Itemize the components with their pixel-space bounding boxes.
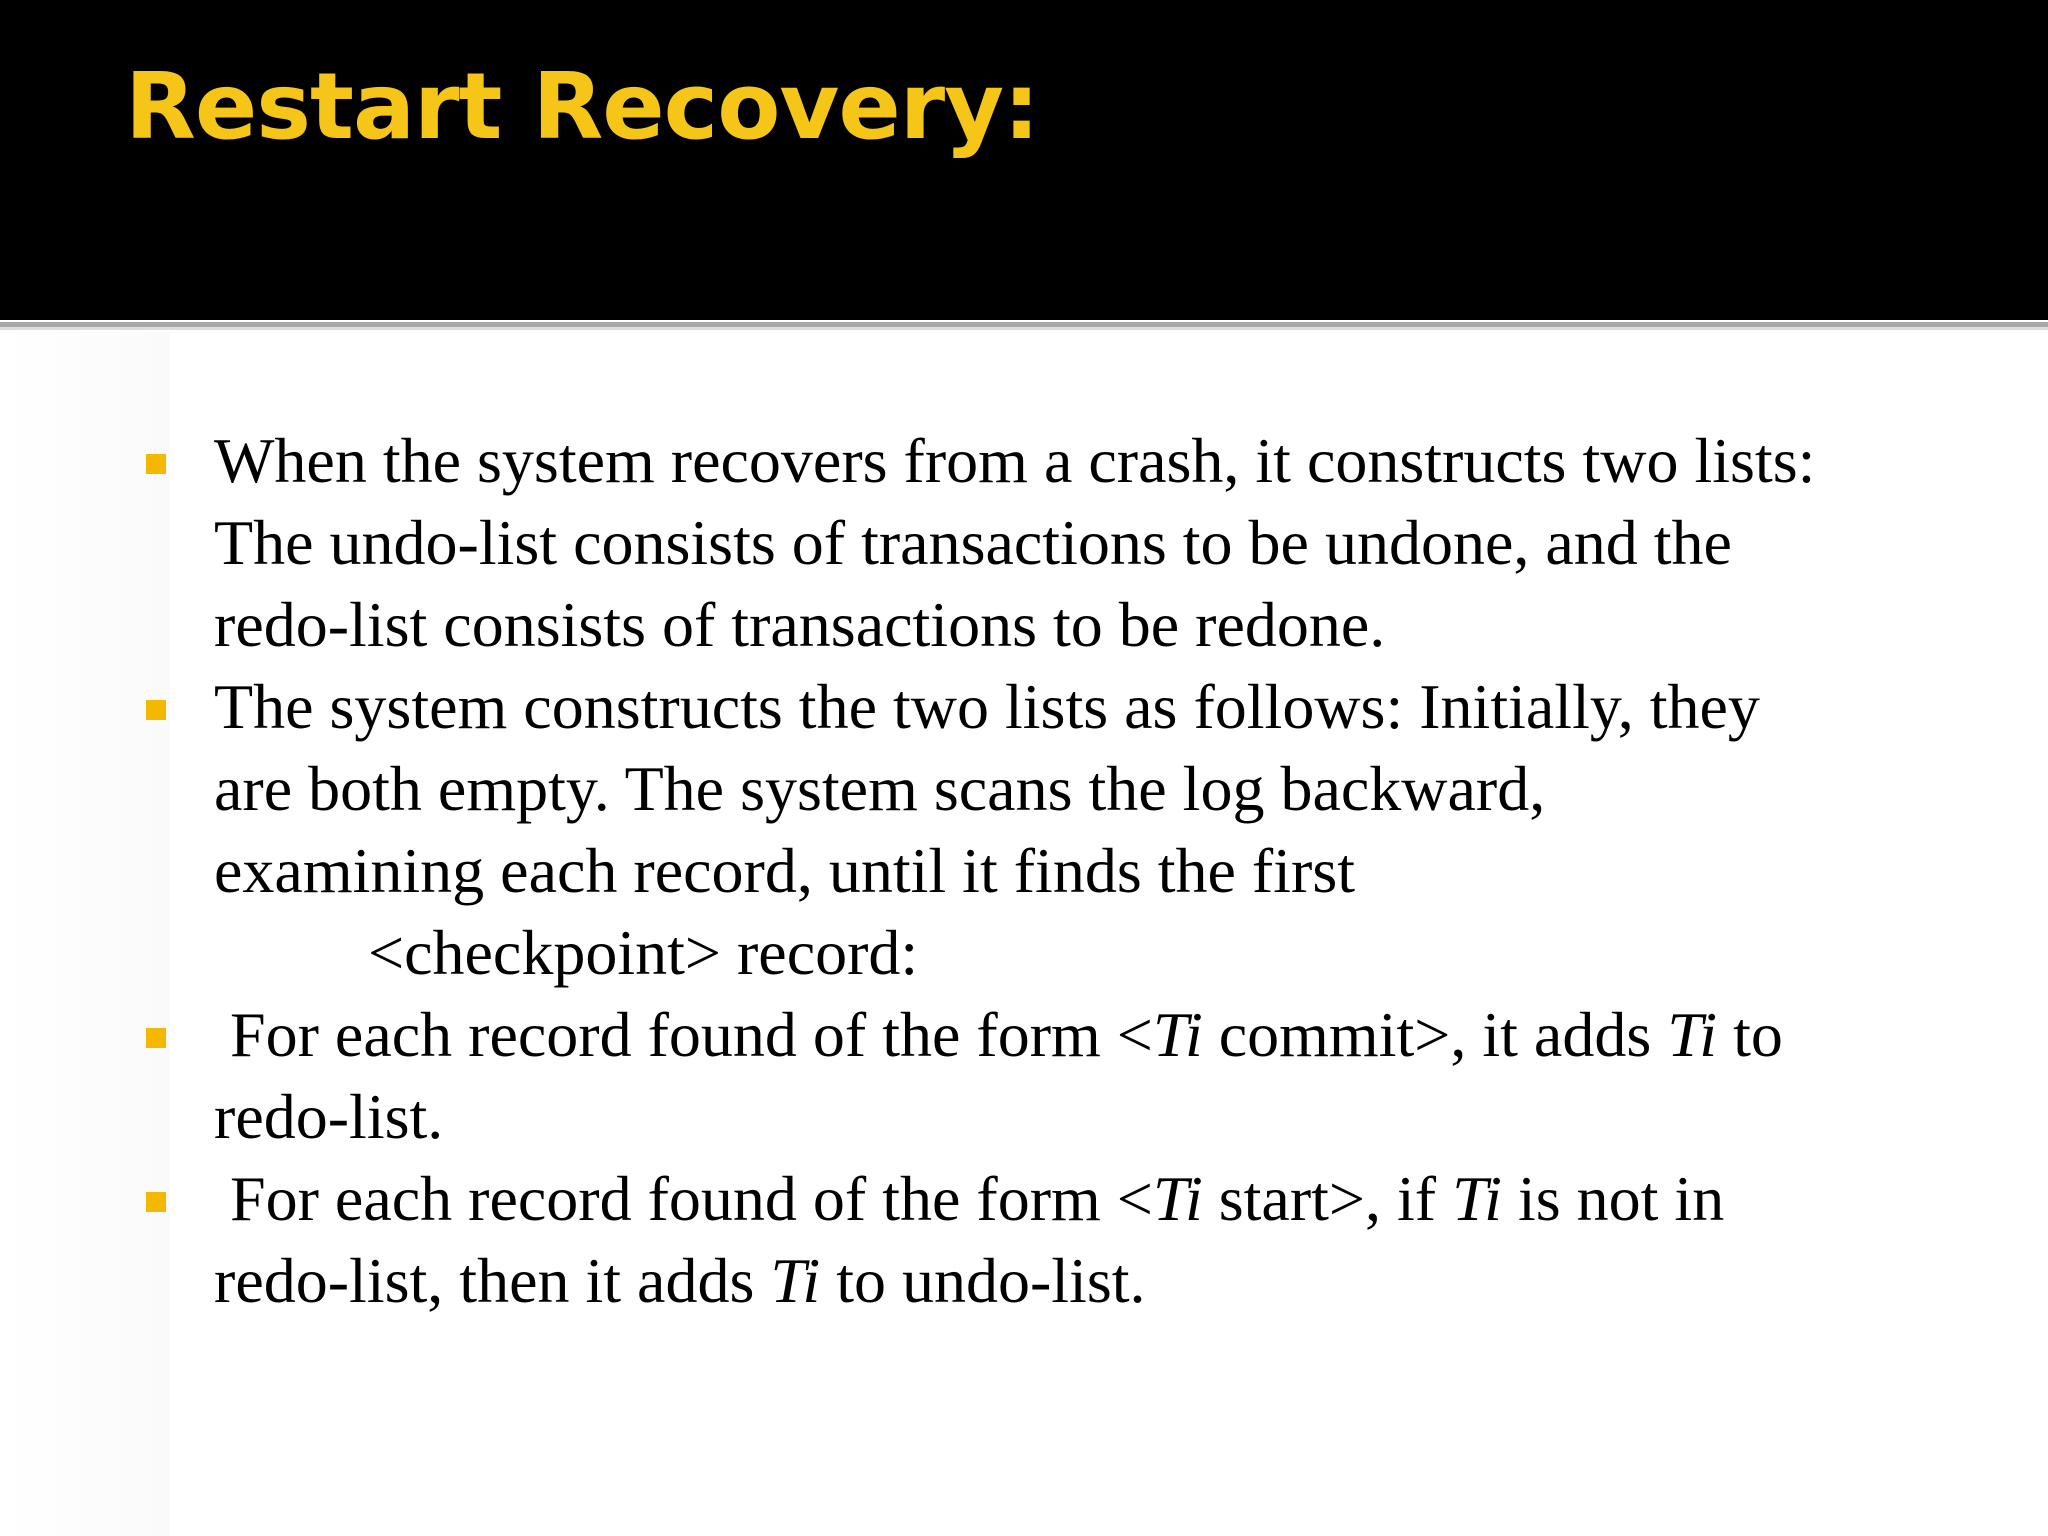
italic-variable: Ti — [1667, 999, 1718, 1070]
square-bullet-icon — [146, 1192, 166, 1212]
italic-variable: Ti — [770, 1245, 821, 1316]
square-bullet-icon — [146, 454, 166, 474]
bullet-text-indented-line: <checkpoint> record: — [368, 917, 919, 988]
text-run: to — [1717, 999, 1783, 1070]
bullet-item — [140, 666, 1970, 994]
text-run: start>, if — [1202, 1163, 1453, 1234]
slide-title: Restart Recovery: — [125, 53, 1039, 160]
text-run: For each record found of the form < — [230, 1163, 1153, 1234]
bullet-text-line — [214, 1158, 1970, 1240]
italic-variable: Ti — [1152, 999, 1203, 1070]
italic-variable: Ti — [1152, 1163, 1203, 1234]
bullet-text-line — [214, 994, 1970, 1076]
title-bar — [0, 0, 2048, 320]
bullet-list — [140, 420, 1970, 1322]
bullet-text-line: When the system recovers from a crash, it constructs two lists: — [214, 425, 1816, 496]
bullet-text-line: The system constructs the two lists as follows: Initially, they — [214, 671, 1760, 742]
square-bullet-icon — [146, 1028, 166, 1048]
bullet-text-line: examining each record, until it finds the first — [214, 835, 1355, 906]
bullet-text-line — [214, 1240, 1970, 1322]
bullet-item — [140, 420, 1970, 666]
text-run: For each record found of the form < — [230, 999, 1153, 1070]
title-divider-shadow — [0, 327, 2048, 330]
text-run: is not in — [1501, 1163, 1725, 1234]
square-bullet-icon — [146, 700, 166, 720]
bullet-item — [140, 994, 1970, 1158]
italic-variable: Ti — [1452, 1163, 1502, 1234]
bullet-item — [140, 1158, 1970, 1322]
bullet-text-line: redo-list consists of transactions to be redone. — [214, 589, 1386, 660]
text-run: commit>, it adds — [1202, 999, 1668, 1070]
text-run: to undo-list. — [820, 1245, 1146, 1316]
bullet-text-line: The undo-list consists of transactions to be undone, and the — [214, 507, 1732, 578]
bullet-text-line: are both empty. The system scans the log backward, — [214, 753, 1546, 824]
text-run: redo-list, then it adds — [214, 1245, 771, 1316]
bullet-text-line: redo-list. — [214, 1081, 444, 1152]
